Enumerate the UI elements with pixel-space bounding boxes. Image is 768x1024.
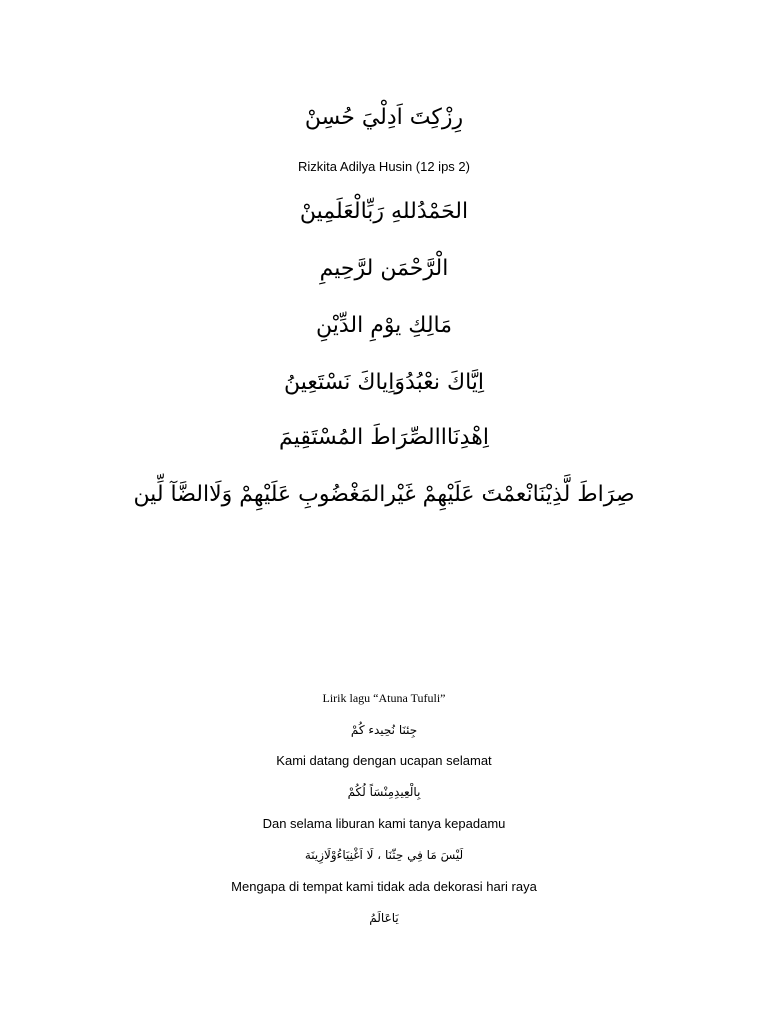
author-name-latin: Rizkita Adilya Husin (12 ips 2): [298, 159, 470, 174]
fatihah-verse-6: صِرَاطَ لَّذِيْنَانْعمْتَ عَلَيْهِمْ غَيْرالمَغْضُوبِ عَلَيْهِمْ وَلَاالضَّآ لِّين: [133, 482, 635, 507]
lyric-arabic-2: بِالْعِيدِمِنْسَاً لُكُمْ: [347, 785, 421, 799]
fatihah-verse-3: مَالِكِ يوْمِ الدِّيْنِ: [315, 313, 453, 338]
author-name-arabic: رِزْكِتَ اَدِلْيَ حُسِنْ: [304, 105, 464, 130]
lyric-translation-3: Mengapa di tempat kami tidak ada dekorasi hari raya: [231, 879, 537, 894]
lyric-arabic-3: لَيْسَ مَا فِي حِثّنَا ، لَا اَغْنِيَاءُوْلَازِينَة: [304, 848, 464, 862]
fatihah-verse-1: الحَمْدُللهِ رَبِّالْعَلَمِينْ: [299, 199, 469, 224]
fatihah-verse-5: اِهْدِنَااالصِّرَاطَ المُسْتَقِيمَ: [279, 425, 489, 450]
fatihah-verse-4: اِيَّاكَ نعْبُدُوَاِياكَ نَسْتَعِينُ: [283, 370, 485, 395]
lyrics-title: Lirik lagu “Atuna Tufuli”: [322, 691, 446, 705]
lyric-translation-1: Kami datang dengan ucapan selamat: [276, 753, 492, 768]
lyric-translation-2: Dan selama liburan kami tanya kepadamu: [262, 816, 506, 831]
fatihah-verse-2: الْرَّحْمَن لرَّحِيمِ: [319, 256, 449, 281]
lyric-arabic-1: جِئنَا نُحِيدء كُمْ: [350, 723, 418, 737]
lyric-arabic-4: يَاعَالَمُ: [369, 911, 399, 925]
